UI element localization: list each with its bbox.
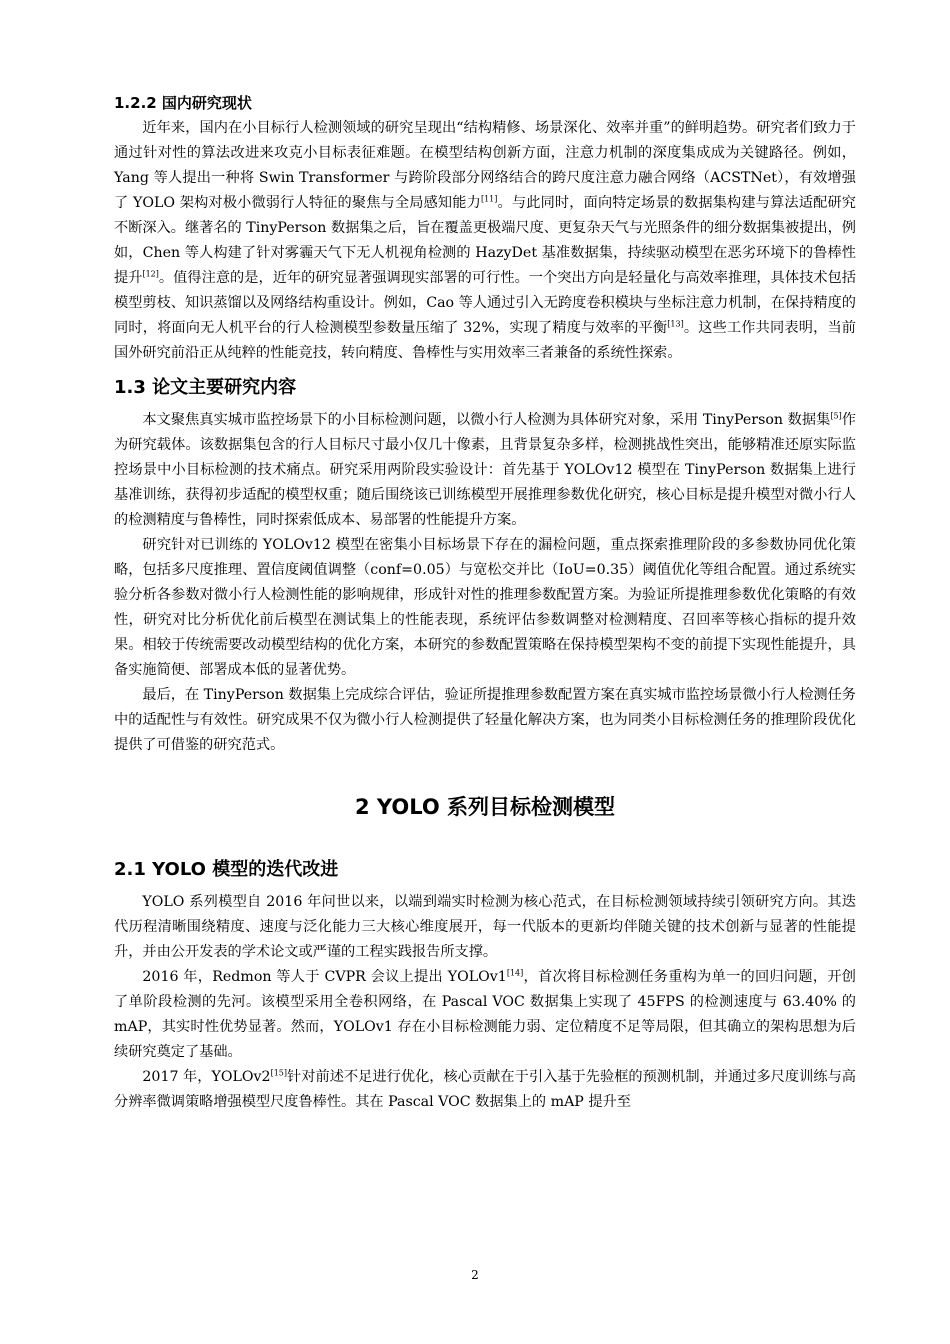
page-content (114, 92, 856, 1115)
section-1-3-body (114, 408, 856, 758)
paragraph (114, 408, 856, 533)
text-run: 研究针对已训练的 YOLOv12 模型在密集小目标场景下存在的漏检问题，重点探索推理阶段的多参数协同优化策略，包括多尺度推理、置信度阈值调整（conf=0.05）与宽松交并比（IoU=0.35）阈值优化等组合配置。通过系统实验分析各参数对微小行人检测性能的影响规律，形成针对性的推理参数配置方案。为验证所提推理参数优化策略的有效性，研究对比分析优化前后模型在测试集上的性能表现，系统评估参数调整对检测精度、召回率等核心指标的提升效果。相较于传统需要改动模型结构的优化方案，本研究的参数配置策略在保持模型架构不变的前提下实现性能提升，具备实施简便、部署成本低的显著优势。 (114, 537, 856, 678)
section-heading-1-3: 1.3 论文主要研究内容 (114, 377, 297, 398)
text-run: 作为研究载体。该数据集包含的行人目标尺寸最小仅几十像素，且背景复杂多样，检测挑战性突出，能够精准还原实际监控场景中小目标检测的技术痛点。研究采用两阶段实验设计：首先基于 YOLOv12 模型在 TinyPerson 数据集上进行基准训练，获得初步适配的模型权重；随后围绕该已训练模型开展推理参数优化研究，核心目标是提升模型对微小行人的检测精度与鲁棒性，同时探索低成本、易部署的性能提升方案。 (114, 412, 856, 528)
text-run: 。这些工作共同表明，当前国外研究前沿正从纯粹的性能竞技，转向精度、鲁棒性与实用效率三者兼备的系统性探索。 (114, 320, 856, 361)
citation: [13] (667, 319, 684, 329)
paragraph (114, 1065, 856, 1115)
text-run: 近年来，国内在小目标行人检测领域的研究呈现出“结构精修、场景深化、效率并重”的鲜明趋势。研究者们致力于通过针对性的算法改进来攻克小目标表征难题。在模型结构创新方面，注意力机制的深度集成成为关键路径。例如，Yang 等人提出一种将 Swin Transformer 与跨阶段部分网络结合的跨尺度注意力融合网络（ACSTNet），有效增强了 YOLO 架构对极小微弱行人特征的聚焦与全局感知能力 (114, 120, 856, 211)
text-run: 最后，在 TinyPerson 数据集上完成综合评估，验证所提推理参数配置方案在真实城市监控场景微小行人检测任务中的适配性与有效性。研究成果不仅为微小行人检测提供了轻量化解决方案，也为同类小目标检测任务的推理阶段优化提供了可借鉴的研究范式。 (114, 687, 856, 753)
paragraph (114, 965, 856, 1065)
text-run: 。值得注意的是，近年的研究显著强调现实部署的可行性。一个突出方向是轻量化与高效率推理，具体技术包括模型剪枝、知识蒸馏以及网络结构重设计。例如，Cao 等人通过引入无跨度卷积模块与坐标注意力机制，在保持精度的同时，将面向无人机平台的行人检测模型参数量压缩了 32%，实现了精度与效率的平衡 (114, 270, 856, 336)
section-2-1-body (114, 890, 856, 1115)
text-run: 2016 年，Redmon 等人于 CVPR 会议上提出 YOLOv1 (142, 969, 507, 985)
text-run: ，首次将目标检测任务重构为单一的回归问题，开创了单阶段检测的先河。该模型采用全卷积网络，在 Pascal VOC 数据集上实现了 45FPS 的检测速度与 63.40% 的 mAP，其实时性优势显著。然而，YOLOv1 存在小目标检测能力弱、定位精度不足等局限，但其确立的架构思想为后续研究奠定了基础。 (114, 969, 856, 1060)
paragraph (114, 683, 856, 758)
section-heading-2-1: 2.1 YOLO 模型的迭代改进 (114, 859, 339, 880)
paragraph (114, 116, 856, 366)
citation: [5] (830, 411, 842, 421)
section-1-2-2-body (114, 116, 856, 366)
section-heading-1-2-2: 1.2.2 国内研究现状 (114, 94, 252, 112)
text-run: 本文聚焦真实城市监控场景下的小目标检测问题，以微小行人检测为具体研究对象，采用 TinyPerson 数据集 (142, 412, 831, 428)
citation: [14] (506, 968, 524, 978)
text-run: YOLO 系列模型自 2016 年问世以来，以端到端实时检测为核心范式，在目标检测领域持续引领研究方向。其迭代历程清晰围绕精度、速度与泛化能力三大核心维度展开，每一代版本的更新均伴随关键的技术创新与显著的性能提升，并由公开发表的学术论文或严谨的工程实践报告所支撑。 (114, 894, 856, 960)
text-run: 针对前述不足进行优化，核心贡献在于引入基于先验框的预测机制，并通过多尺度训练与高分辨率微调策略增强模型尺度鲁棒性。其在 Pascal VOC 数据集上的 mAP 提升至 (114, 1069, 856, 1110)
citation: [11] (480, 194, 498, 204)
chapter-title: 2 YOLO 系列目标检测模型 (354, 795, 616, 819)
text-run: 2017 年，YOLOv2 (142, 1069, 271, 1085)
page-number: 2 (471, 1268, 479, 1282)
citation: [15] (270, 1068, 288, 1078)
paragraph (114, 533, 856, 683)
text-run: 。与此同时，面向特定场景的数据集构建与算法适配研究不断深入。继著名的 TinyPerson 数据集之后，旨在覆盖更极端尺度、更复杂天气与光照条件的细分数据集被提出，例如，Chen 等人构建了针对雾霾天气下无人机视角检测的 HazyDet 基准数据集，持续驱动模型在恶劣环境下的鲁棒性提升 (114, 195, 856, 286)
citation: [12] (142, 269, 159, 279)
paragraph (114, 890, 856, 965)
